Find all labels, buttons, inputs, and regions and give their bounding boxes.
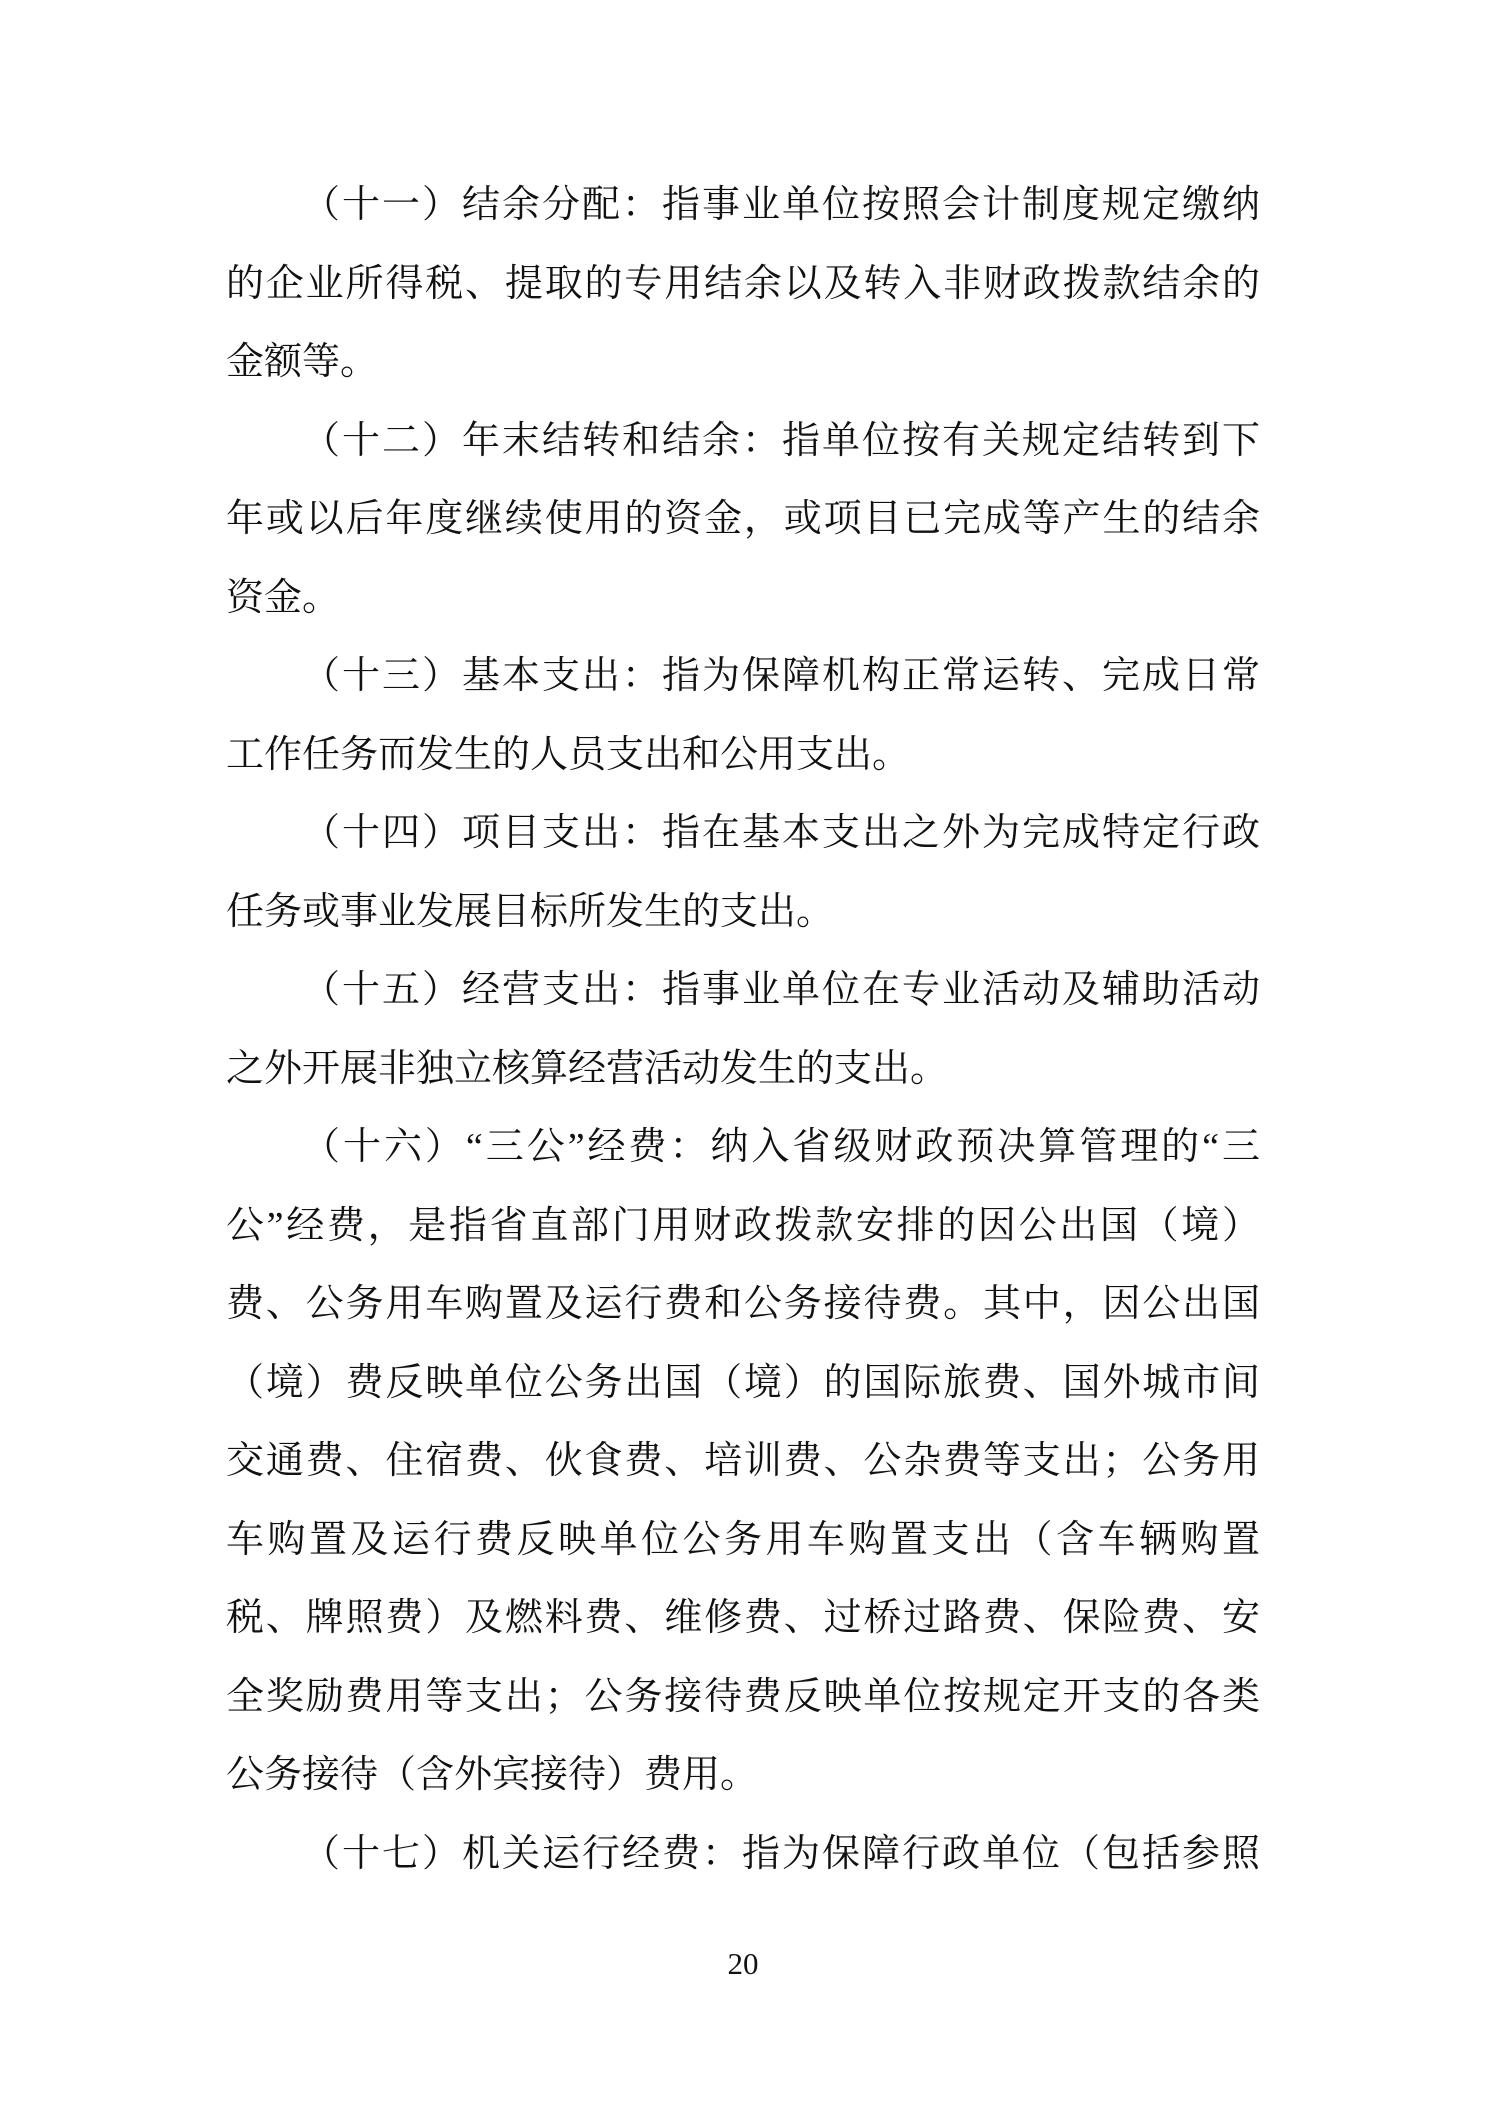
text-line: （十六）“三公”经费：纳入省级财政预决算管理的“三 <box>302 1126 1260 1168</box>
text-line: 金额等。 <box>226 341 379 383</box>
text-line: 公务接待（含外宾接待）费用。 <box>226 1754 759 1796</box>
text-line: 之外开展非独立核算经营活动发生的支出。 <box>226 1047 949 1090</box>
text-line: 车购置及运行费反映单位公务用车购置支出（含车辆购置 <box>226 1518 1260 1561</box>
text-line: （十二）年末结转和结余：指单位按有关规定结转到下 <box>302 419 1260 462</box>
paragraph-item-15 <box>226 951 1260 1108</box>
text-line: （十五）经营支出：指事业单位在专业活动及辅助活动 <box>302 969 1260 1011</box>
text-line: 任务或事业发展目标所发生的支出。 <box>226 890 835 933</box>
page-body <box>226 166 1260 1893</box>
text-line: （境）费反映单位公务出国（境）的国际旅费、国外城市间 <box>226 1361 1260 1404</box>
text-line: 税、牌照费）及燃料费、维修费、过桥过路费、保险费、安 <box>226 1597 1260 1639</box>
text-line: （十一）结余分配：指事业单位按照会计制度规定缴纳 <box>302 184 1260 226</box>
paragraph-item-12 <box>226 402 1260 638</box>
text-line: （十七）机关运行经费：指为保障行政单位（包括参照 <box>302 1832 1260 1875</box>
text-line: 年或以后年度继续使用的资金，或项目已完成等产生的结余 <box>226 498 1260 540</box>
page-number: 20 <box>727 1946 759 1981</box>
text-line: 全奖励费用等支出；公务接待费反映单位按规定开支的各类 <box>226 1675 1260 1718</box>
text-line: 工作任务而发生的人员支出和公用支出。 <box>226 733 911 776</box>
paragraph-item-17 <box>226 1815 1260 1894</box>
text-line: 交通费、住宿费、伙食费、培训费、公杂费等支出；公务用 <box>226 1440 1260 1482</box>
text-line: （十四）项目支出：指在基本支出之外为完成特定行政 <box>302 812 1260 854</box>
text-line: 的企业所得税、提取的专用结余以及转入非财政拨款结余的 <box>226 262 1260 305</box>
paragraph-item-16 <box>226 1108 1260 1815</box>
paragraph-item-14 <box>226 794 1260 951</box>
paragraph-item-11 <box>226 166 1260 402</box>
text-line: （十三）基本支出：指为保障机构正常运转、完成日常 <box>302 655 1260 697</box>
text-line: 费、公务用车购置及运行费和公务接待费。其中，因公出国 <box>226 1283 1260 1325</box>
paragraph-item-13 <box>226 637 1260 794</box>
text-line: 资金。 <box>226 576 341 619</box>
text-line: 公”经费，是指省直部门用财政拨款安排的因公出国（境） <box>226 1204 1260 1247</box>
